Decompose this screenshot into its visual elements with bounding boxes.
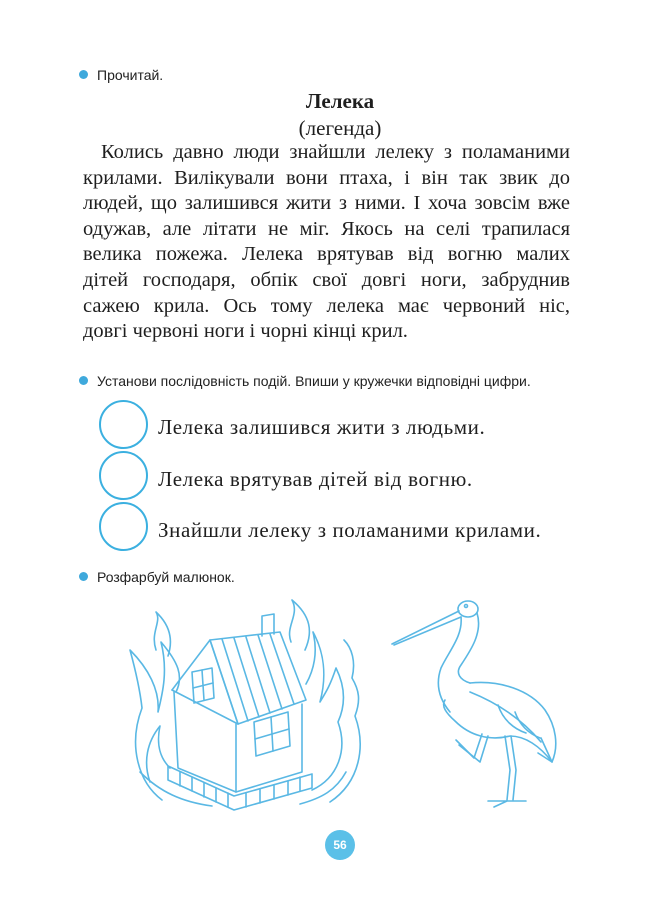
flame-left-inner xyxy=(147,726,170,782)
stork-eye xyxy=(465,605,468,608)
story-title: Лелека xyxy=(305,89,375,113)
instruction-read: Прочитай. xyxy=(97,67,164,83)
answer-circle-1[interactable] xyxy=(99,400,148,449)
story-line: довгі червоні ноги і чорні кінці крил. xyxy=(83,320,408,343)
story-line: дітей господаря, обпік свої довгі ноги, забруднив xyxy=(83,268,570,291)
bullet-dot-icon xyxy=(79,70,88,79)
flame-left-outer xyxy=(130,642,180,800)
stork-standing-leg xyxy=(505,736,510,800)
roof-tile xyxy=(258,635,282,709)
answer-circle-3[interactable] xyxy=(99,502,148,551)
coloring-drawings xyxy=(120,595,570,815)
story-line: Колись давно люди знайшли лелеку з поламаними xyxy=(101,141,570,163)
story-line: крилами. Вилікували вони птаха, і він так звик до xyxy=(83,166,570,189)
story-subtitle: (легенда) xyxy=(298,116,382,140)
sequence-item-3: Знайшли лелеку з поламаними крилами. xyxy=(158,518,542,542)
bullet-dot-icon xyxy=(79,376,88,385)
instruction-sequence: Установи послідовність подій. Впиши у кружечки відповідні цифри. xyxy=(97,373,531,389)
roof-tile xyxy=(246,637,270,713)
stork-beak-upper xyxy=(392,611,459,644)
answer-circle-2[interactable] xyxy=(99,451,148,500)
stork-icon xyxy=(392,601,556,807)
story-line: одужав, але літати не міг. Якось на селі трапилася xyxy=(83,217,570,240)
instruction-color: Розфарбуй малюнок. xyxy=(97,569,235,585)
flame-bottom-right xyxy=(300,772,346,804)
stork-beak-lower xyxy=(394,617,461,645)
stork-head xyxy=(458,601,478,617)
flame-top-right xyxy=(290,600,310,650)
sequence-item-1: Лелека залишився жити з людьми. xyxy=(158,415,486,439)
house-gable xyxy=(172,640,238,724)
story-line: сажею крила. Ось тому лелека має червоний ніс, xyxy=(83,294,570,317)
story-text xyxy=(83,140,570,345)
burning-house-icon xyxy=(130,600,360,810)
stork-neck-front xyxy=(438,617,461,712)
sequence-item-2: Лелека врятував дітей від вогню. xyxy=(158,467,473,491)
page-number: 56 xyxy=(325,830,355,860)
stork-wing xyxy=(470,692,541,742)
stork-foot xyxy=(488,801,526,807)
stork-body xyxy=(444,682,556,762)
roof-tile xyxy=(270,634,294,704)
flame-right-outer xyxy=(330,640,360,802)
flame-right-inner xyxy=(306,632,344,790)
stork-standing-leg xyxy=(511,736,516,800)
roof-tile xyxy=(222,639,248,721)
story-line: людей, що залишився жити з ними. І хоча зовсім вже xyxy=(83,192,570,215)
stork-wing-feather xyxy=(515,712,540,738)
story-line: велика пожежа. Лелека врятував від вогню малих xyxy=(83,243,570,266)
roof-tile xyxy=(234,638,259,717)
bullet-dot-icon xyxy=(79,572,88,581)
